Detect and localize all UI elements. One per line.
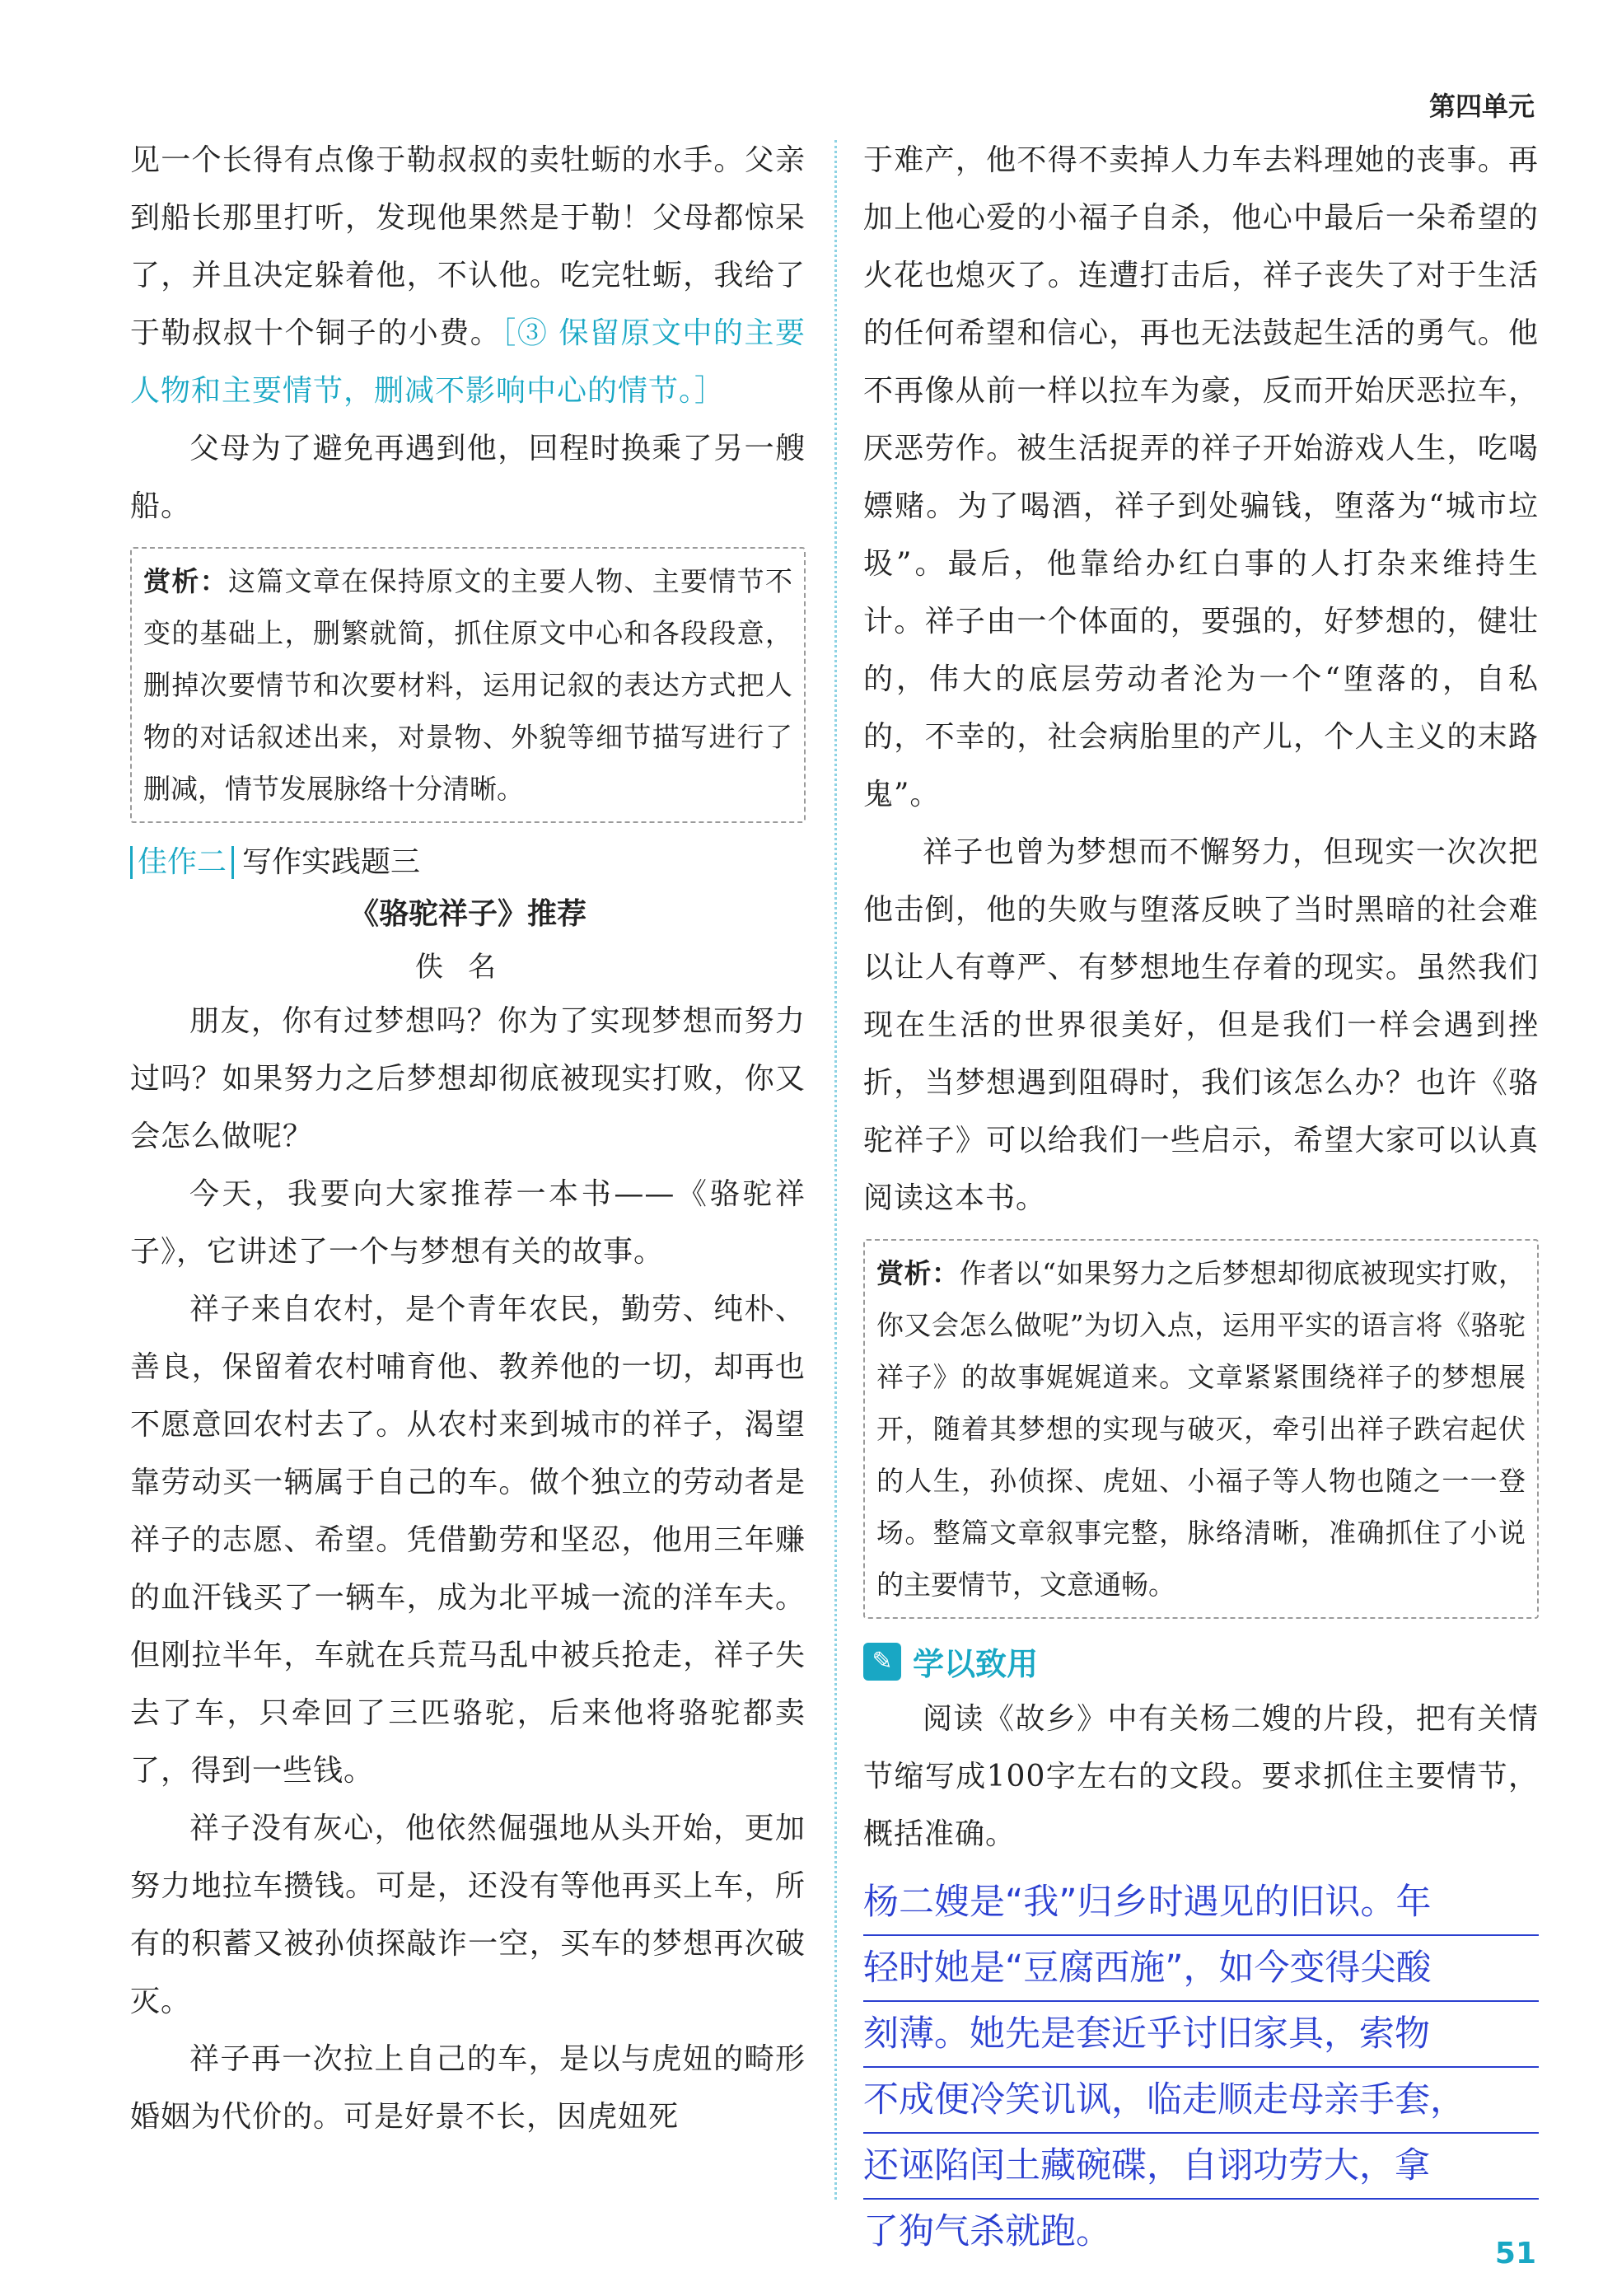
section-heading — [863, 1639, 1539, 1684]
answer-line: 刻薄。她先是套近乎讨旧家具，索物 — [863, 2002, 1539, 2068]
paragraph: 今天，我要向大家推荐一本书——《骆驼祥子》，它讲述了一个与梦想有关的故事。 — [130, 1177, 806, 1269]
column-divider — [834, 140, 837, 2200]
appreciation-box — [130, 547, 806, 823]
answer-line: 还诬陷闰土藏碗碟，自诩功劳大，拿 — [863, 2134, 1539, 2200]
annotation-note: ［③ 保留原文中的主要人物和主要情节，删减不影响中心的情节。］ — [130, 316, 806, 408]
appreciation-text: 这篇文章在保持原文的主要人物、主要情节不变的基础上，删繁就简，抓住原文中心和各段段意，删掉次要情节和次要材料，运用记叙的表达方式把人物的对话叙述出来，对景物、外貌等细节描写进行了删减，情节发展脉络十分清晰。 — [143, 565, 793, 805]
handwritten-answer — [863, 1870, 1539, 2264]
essay-heading — [130, 838, 806, 887]
right-column — [863, 132, 1539, 2264]
task-prompt: 阅读《故乡》中有关杨二嫂的片段，把有关情节缩写成100字左右的文段。要求抓住主要情节，概括准确。 — [863, 1702, 1539, 1851]
pencil-icon: ✎ — [863, 1643, 901, 1681]
paragraph: 祥子再一次拉上自己的车，是以与虎妞的畸形婚姻为代价的。可是好景不长，因虎妞死 — [130, 2042, 806, 2134]
answer-line: 轻时她是“豆腐西施”，如今变得尖酸 — [863, 1936, 1539, 2002]
essay-tag: 佳作二 — [130, 846, 234, 879]
paragraph: 见一个长得有点像于勒叔叔的卖牡蛎的水手。父亲到船长那里打听，发现他果然是于勒！父母都惊呆了，并且决定躲着他，不认他。吃完牡蛎，我给了于勒叔叔十个铜子的小费。［③ 保留原文中的主要人物和主要情节，删减不影响中心的情节。］ — [130, 143, 806, 408]
appreciation-label: 赏析： — [876, 1257, 960, 1289]
appreciation-box — [863, 1239, 1539, 1619]
paragraph: 祥子来自农村，是个青年农民，勤劳、纯朴、善良，保留着农村哺育他、教养他的一切，却再也不愿意回农村去了。从农村来到城市的祥子，渴望靠劳动买一辆属于自己的车。做个独立的劳动者是祥子的志愿、希望。凭借勤劳和坚忍，他用三年赚的血汗钱买了一辆车，成为北平城一流的洋车夫。但刚拉半年，车就在兵荒马乱中被兵抢走，祥子失去了车，只牵回了三匹骆驼，后来他将骆驼都卖了，得到一些钱。 — [130, 1293, 806, 1788]
paragraph: 于难产，他不得不卖掉人力车去料理她的丧事。再加上他心爱的小福子自杀，他心中最后一朵希望的火花也熄灭了。连遭打击后，祥子丧失了对于生活的任何希望和信心，再也无法鼓起生活的勇气。他不再像从前一样以拉车为豪，反而开始厌恶拉车，厌恶劳作。被生活捉弄的祥子开始游戏人生，吃喝嫖赌。为了喝酒，祥子到处骗钱，堕落为“城市垃圾”。最后，他靠给办红白事的人打杂来维持生计。祥子由一个体面的，要强的，好梦想的，健壮的，伟大的底层劳动者沦为一个“堕落的，自私的，不幸的，社会病胎里的产儿，个人主义的末路鬼”。 — [863, 143, 1539, 811]
paragraph: 父母为了避免再遇到他，回程时换乘了另一艘船。 — [130, 432, 806, 523]
essay-title: 《骆驼祥子》推荐 — [348, 897, 587, 931]
paragraph: 朋友，你有过梦想吗？你为了实现梦想而努力过吗？如果努力之后梦想却彻底被现实打败，你又会怎么做呢？ — [130, 1004, 806, 1153]
answer-line: 杨二嫂是“我”归乡时遇见的旧识。年 — [863, 1870, 1539, 1936]
appreciation-label: 赏析： — [143, 565, 228, 597]
answer-line: 不成便冷笑讥讽，临走顺走母亲手套， — [863, 2068, 1539, 2134]
essay-tag-desc: 写作实践题三 — [242, 845, 421, 879]
essay-author: 佚名 — [415, 951, 521, 984]
appreciation-text: 作者以“如果努力之后梦想却彻底被现实打败，你又会怎么做呢”为切入点，运用平实的语言将《骆驼祥子》的故事娓娓道来。文章紧紧围绕祥子的梦想展开，随着其梦想的实现与破灭，牵引出祥子跌宕起伏的人生，孙侦探、虎妞、小福子等人物也随之一一登场。整篇文章叙事完整，脉络清晰，准确抓住了小说的主要情节，文意通畅。 — [876, 1257, 1526, 1601]
unit-title: 第四单元 — [1428, 91, 1535, 122]
left-column — [130, 132, 806, 2146]
page-number: 51 — [1494, 2237, 1536, 2270]
answer-line: 了狗气杀就跑。 — [863, 2211, 1111, 2252]
paragraph: 祥子没有灰心，他依然倔强地从头开始，更加努力地拉车攒钱。可是，还没有等他再买上车，所有的积蓄又被孙侦探敲诈一空，买车的梦想再次破灭。 — [130, 1812, 806, 2018]
section-title: 学以致用 — [913, 1646, 1039, 1682]
paragraph: 祥子也曾为梦想而不懈努力，但现实一次次把他击倒，他的失败与堕落反映了当时黑暗的社会难以让人有尊严、有梦想地生存着的现实。虽然我们现在生活的世界很美好，但是我们一样会遇到挫折，当梦想遇到阻碍时，我们该怎么办？也许《骆驼祥子》可以给我们一些启示，希望大家可以认真阅读这本书。 — [863, 835, 1539, 1215]
